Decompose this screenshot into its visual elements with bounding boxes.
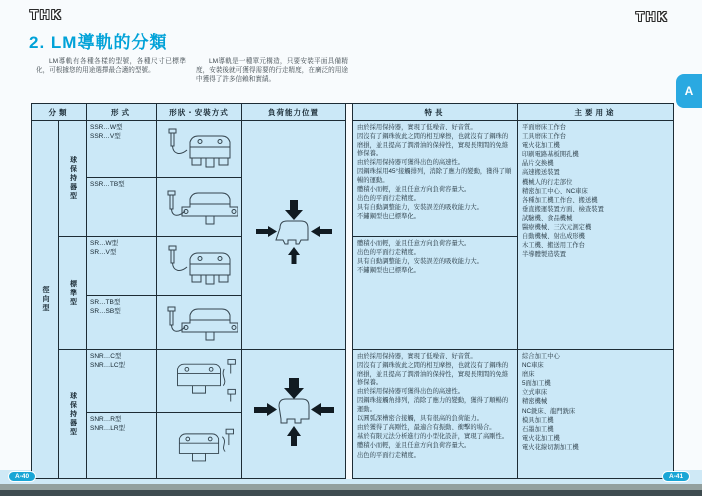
list-item: 因沒有了鋼珠彼此之間的相互摩擦，也就沒有了鋼珠的磨損，並且提高了潤滑油的保持性，實現長期間的免維修保養。 xyxy=(357,133,509,158)
col-header-load: 負荷能力位置 xyxy=(242,104,346,121)
classification-table xyxy=(31,103,674,479)
model-cell-snr-r xyxy=(87,413,157,479)
col-header-features: 特長 xyxy=(353,104,518,121)
list-item: 木工機、搬送用工作台 xyxy=(522,242,585,250)
list-item: 高速搬送裝置 xyxy=(522,169,560,177)
page-gutter xyxy=(346,104,353,479)
list-item: 具有自動調整能力，安裝誤差的吸收能力大。 xyxy=(357,204,483,212)
list-item: SSR…W型 xyxy=(90,124,123,131)
load-capacity-cell-radial xyxy=(242,121,346,350)
model-cell-sr-tb xyxy=(87,296,157,350)
bolt-and-block-diagram-icon xyxy=(160,124,238,174)
model-cell-sr-w xyxy=(87,237,157,296)
list-item: 精密加工中心、NC車床 xyxy=(522,187,588,195)
list-item: 出色的平面行走精度。 xyxy=(357,451,420,459)
list-item: 醫療機械、三次元測定機 xyxy=(522,224,592,232)
bolt-and-block-diagram-icon xyxy=(160,297,238,349)
list-item: 模具加工機 xyxy=(522,416,554,424)
block-and-bolts-diagram-icon xyxy=(157,354,241,408)
applications-high-rigidity xyxy=(518,350,674,479)
block-and-bolt-diagram-icon xyxy=(157,420,241,472)
list-item: SNR…C型 xyxy=(90,353,122,360)
list-item: 立式車床 xyxy=(522,389,548,397)
list-item: 由於採用保持器可獲得出色的高速性。 xyxy=(357,159,465,167)
list-item: 半導體製造裝置 xyxy=(522,251,567,259)
page-number-right: A-41 xyxy=(662,471,690,482)
page-title: 2. LM導軌的分類 xyxy=(29,33,168,52)
subclass-ball-cage-type-1 xyxy=(59,121,87,237)
list-item: SR…SB型 xyxy=(90,308,121,315)
intro-paragraph-right: LM導軌是一種單元構造，只要安裝平面具備精度，安裝後就可獲得需要的行走精度，在廣泛的用途中獲得了許多信賴和實績。 xyxy=(196,58,348,83)
subclass-label: 標準型 xyxy=(69,279,77,307)
list-item: 由於獲得了高剛性，最適合有振動、衝擊的場合。 xyxy=(357,424,496,432)
col-header-applications: 主要用途 xyxy=(518,104,674,121)
features-ssr xyxy=(353,121,518,237)
load-direction-diagram-icon xyxy=(244,378,344,450)
scan-edge-dark xyxy=(0,490,702,496)
list-item: 工具磨床工作台 xyxy=(522,133,567,141)
list-item: 5面加工機 xyxy=(522,380,551,388)
section-tab-a[interactable]: A xyxy=(676,74,702,108)
list-item: SNR…LC型 xyxy=(90,362,126,369)
features-sr xyxy=(353,237,518,350)
thk-logo-right: THK xyxy=(636,9,669,24)
list-item: 印刷電路基板開孔機 xyxy=(522,151,579,159)
list-item: 綜合加工中心 xyxy=(522,353,560,360)
list-item: 以圓弧深槽密合接觸，具有很高的負荷能力。 xyxy=(357,415,483,423)
list-item: 磨床 xyxy=(522,371,535,379)
shape-cell xyxy=(157,121,242,178)
intro-paragraph-left: LM導軌有各種各樣的型號，各種尺寸已標準化，可根據您的用途選擇最合適的型號。 xyxy=(36,58,186,74)
list-item: 基於有限元法分析進行的小型化設計，實現了高剛性。 xyxy=(357,433,509,441)
classification-radial-type xyxy=(32,121,59,479)
list-item: 體積小而輕，並且任意方向負荷容量大。 xyxy=(357,240,471,247)
list-item: 電火花線切割加工機 xyxy=(522,443,579,451)
shape-cell xyxy=(157,413,242,479)
list-item: SSR…V型 xyxy=(90,133,121,140)
list-item: 垂直搬運裝置方面、檢查裝置 xyxy=(522,205,604,213)
list-item: SR…W型 xyxy=(90,240,119,247)
model-cell-ssr-w xyxy=(87,121,157,178)
list-item: 具有自動調整能力，安裝誤差的吸收能力大。 xyxy=(357,258,483,266)
list-item: 各種加工機工作台、搬送機 xyxy=(522,196,598,204)
col-header-model: 形式 xyxy=(87,104,157,121)
list-item: 機械人的行走部位 xyxy=(522,178,573,186)
load-direction-diagram-icon xyxy=(244,200,344,270)
subclass-label: 球保持器型 xyxy=(69,156,77,201)
list-item: SR…V型 xyxy=(90,249,117,256)
list-item: 平面磨床工作台 xyxy=(522,124,567,131)
list-item: 因鋼珠採用45°接觸排列，消除了應力的變動，獲得了順暢的運動。 xyxy=(357,168,512,185)
list-item: 不鏽鋼型也已標準化。 xyxy=(357,213,420,221)
features-snr xyxy=(353,350,518,479)
classification-label: 徑向型 xyxy=(42,286,49,313)
shape-cell xyxy=(157,178,242,237)
list-item: 出色的平面行走精度。 xyxy=(357,249,420,257)
shape-cell xyxy=(157,237,242,296)
col-header-shape: 形狀・安裝方式 xyxy=(157,104,242,121)
list-item: 電火花加工機 xyxy=(522,142,560,150)
page-number-left: A-40 xyxy=(8,471,36,482)
load-capacity-cell-high-rigidity xyxy=(242,350,346,479)
list-item: 電火花加工機 xyxy=(522,434,560,442)
subclass-label: 球保持器型 xyxy=(69,391,77,437)
list-item: 因沒有了鋼珠彼此之間的相互摩擦，也就沒有了鋼珠的磨損，並且提高了潤滑油的保持性，實現長期間的免維修保養。 xyxy=(357,362,509,387)
list-item: 精密機械 xyxy=(522,398,548,406)
list-item: 試驗機、食品機械 xyxy=(522,214,573,222)
list-item: NC銑床、龍門銑床 xyxy=(522,407,576,415)
thk-logo-left: THK xyxy=(30,7,63,22)
list-item: 由於採用保持器，實現了低噪音、好音質。 xyxy=(357,124,477,131)
list-item: SNR…LR型 xyxy=(90,425,126,432)
subclass-ball-cage-type-2 xyxy=(59,350,87,479)
shape-cell xyxy=(157,296,242,350)
list-item: 因鋼珠接觸角排列，消除了應力的變動，獲得了順暢的運動。 xyxy=(357,397,509,414)
model-cell-snr-c xyxy=(87,350,157,413)
list-item: 體積小而輕，並且任意方向負荷容量大。 xyxy=(357,186,471,194)
shape-cell xyxy=(157,350,242,413)
list-item: SR…TB型 xyxy=(90,299,121,306)
applications-radial xyxy=(518,121,674,350)
list-item: SNR…R型 xyxy=(90,416,122,423)
col-header-classification: 分類 xyxy=(32,104,87,121)
list-item: 晶片交換機 xyxy=(522,160,554,168)
list-item: 由於採用保持器可獲得出色的高速性。 xyxy=(357,388,465,396)
bolt-and-block-diagram-icon xyxy=(160,181,238,233)
subclass-standard-type xyxy=(59,237,87,350)
model-cell-ssr-tb xyxy=(87,178,157,237)
list-item: 自動機械、射出成形機 xyxy=(522,233,585,241)
list-item: 體積小而輕，並且任意方向負荷容量大。 xyxy=(357,442,471,450)
bolt-and-block-diagram-icon xyxy=(160,241,238,291)
list-item: 出色的平面行走精度。 xyxy=(357,195,420,203)
list-item: 由於採用保持器，實現了低噪音、好音質。 xyxy=(357,353,477,360)
list-item: 石墨加工機 xyxy=(522,425,554,433)
list-item: NC車床 xyxy=(522,362,544,370)
list-item: SSR…TB型 xyxy=(90,181,125,188)
list-item: 不鏽鋼型也已標準化。 xyxy=(357,267,420,275)
